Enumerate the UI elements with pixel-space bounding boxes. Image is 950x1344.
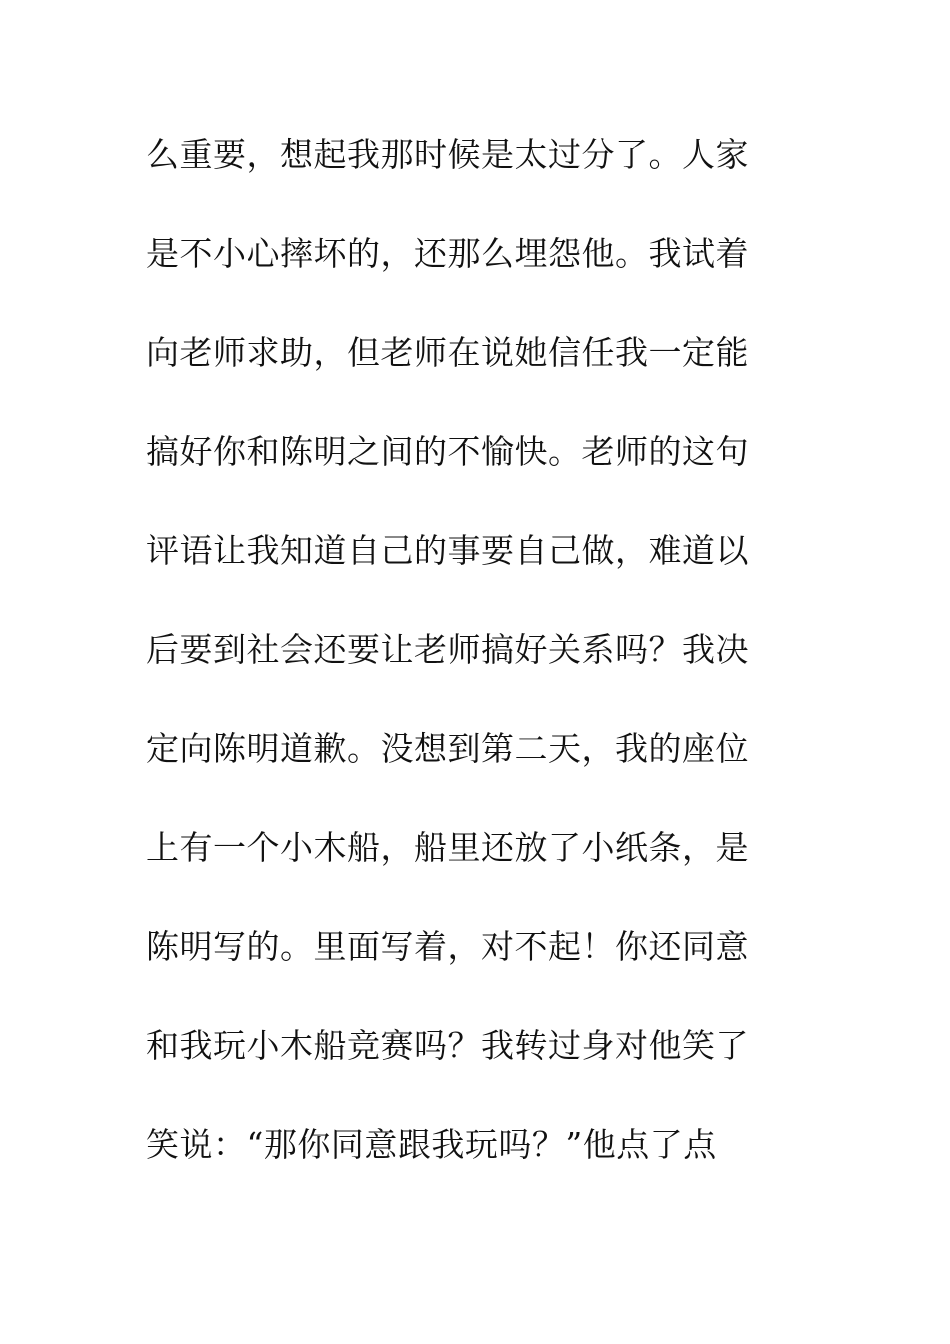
text-line: 和我玩小木船竞赛吗？我转过身对他笑了 (146, 1026, 749, 1065)
text-line: 陈明写的。里面写着，对不起！你还同意 (146, 927, 749, 966)
text-line: 向老师求助，但老师在说她信任我一定能 (146, 333, 749, 372)
body-text (146, 122, 786, 1211)
text-line: 笑说：“那你同意跟我玩吗？”他点了点 (146, 1125, 717, 1164)
text-line: 定向陈明道歉。没想到第二天，我的座位 (146, 729, 749, 768)
text-line: 评语让我知道自己的事要自己做，难道以 (146, 531, 749, 570)
text-line: 上有一个小木船，船里还放了小纸条，是 (146, 828, 749, 867)
text-line: 么重要，想起我那时候是太过分了。人家 (146, 135, 749, 174)
text-line: 后要到社会还要让老师搞好关系吗？我决 (146, 630, 749, 669)
text-line: 搞好你和陈明之间的不愉快。老师的这句 (146, 432, 749, 471)
text-line: 是不小心摔坏的，还那么埋怨他。我试着 (146, 234, 749, 273)
